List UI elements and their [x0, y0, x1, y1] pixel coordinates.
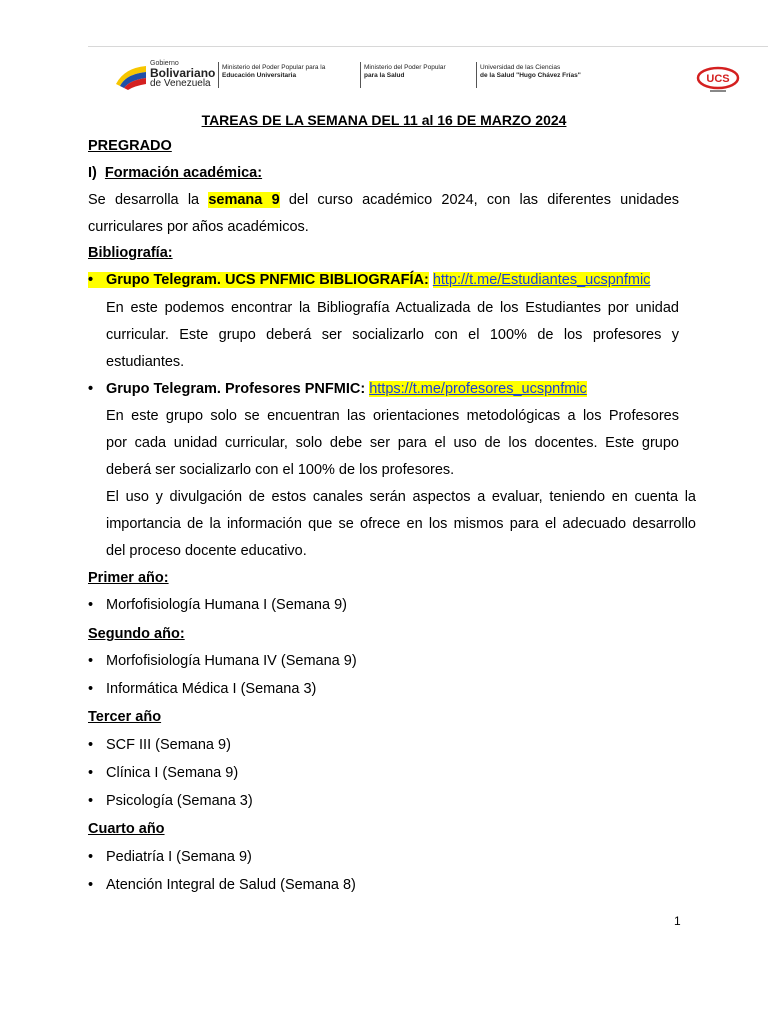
ucs-logo-icon [696, 66, 740, 94]
header-separator [218, 62, 219, 88]
list-item: • Informática Médica I (Semana 3) [88, 681, 317, 697]
paragraph-line: por cada unidad curricular, solo debe ser para el uso de los docentes. Este grupo [106, 435, 679, 451]
year-heading: Primer año: [88, 570, 169, 586]
list-item: • SCF III (Semana 9) [88, 737, 231, 753]
ministry-health-label: Ministerio del Poder Popular para la Salud [364, 64, 446, 80]
list-item: • Psicología (Semana 3) [88, 793, 253, 809]
document-title: TAREAS DE LA SEMANA DEL 11 al 16 DE MARZO 2024 [201, 112, 567, 128]
paragraph-line: estudiantes. [106, 354, 185, 370]
section-heading: I) Formación académica: [88, 165, 263, 181]
header-separator [476, 62, 477, 88]
svg-text:UCS: UCS [706, 73, 730, 85]
telegram-group-students: • Grupo Telegram. UCS PNFMIC BIBLIOGRAFÍA: http://t.me/Estudiantes_ucspnfmic [88, 272, 651, 288]
letterhead [108, 58, 748, 94]
week-highlight: semana 9 [208, 192, 280, 208]
list-item: • Morfofisiología Humana I (Semana 9) [88, 597, 347, 613]
list-item: • Clínica I (Semana 9) [88, 765, 239, 781]
paragraph-line: del proceso docente educativo. [106, 543, 307, 559]
page-number: 1 [674, 914, 681, 928]
header-rule [88, 46, 768, 47]
list-item: • Atención Integral de Salud (Semana 8) [88, 877, 356, 893]
venezuela-flag-icon [114, 64, 148, 90]
year-heading: Cuarto año [88, 821, 165, 837]
paragraph-line: curricular. Este grupo deberá ser socializarlo con el 100% de los profesores y [106, 327, 679, 343]
telegram-teachers-link[interactable]: https://t.me/profesores_ucspnfmic [369, 381, 587, 397]
list-item: • Morfofisiología Humana IV (Semana 9) [88, 653, 357, 669]
paragraph-line: importancia de la información que se ofrece en los mismos para el adecuado desarrollo [106, 516, 696, 532]
paragraph-line: Se desarrolla la semana 9 del curso académico 2024, con las diferentes unidades [88, 192, 680, 208]
header-separator [360, 62, 361, 88]
bullet-icon: • [88, 272, 106, 288]
paragraph-line: El uso y divulgación de estos canales serán aspectos a evaluar, teniendo en cuenta la [106, 489, 696, 505]
university-label: Universidad de las Ciencias de la Salud "Hugo Chávez Frías" [480, 64, 581, 80]
telegram-group-teachers: • Grupo Telegram. Profesores PNFMIC: https://t.me/profesores_ucspnfmic [88, 381, 587, 397]
telegram-students-link[interactable]: http://t.me/Estudiantes_ucspnfmic [432, 272, 651, 288]
paragraph-line: En este podemos encontrar la Bibliografía Actualizada de los Estudiantes por unidad [106, 300, 679, 316]
pregrado-heading: PREGRADO [88, 138, 172, 154]
year-heading: Tercer año [88, 709, 162, 725]
list-item: • Pediatría I (Semana 9) [88, 849, 252, 865]
year-heading: Segundo año: [88, 626, 185, 642]
paragraph-line: curriculares por años académicos. [88, 219, 309, 235]
ministry-education-label: Ministerio del Poder Popular para la Educación Universitaria [222, 64, 326, 80]
gobierno-bolivariano-logo: Gobierno Bolivariano de Venezuela [150, 60, 216, 89]
bibliography-heading: Bibliografía: [88, 245, 173, 261]
bullet-icon: • [88, 381, 94, 397]
paragraph-line: deberá ser socializarlo con el 100% de los profesores. [106, 462, 455, 478]
paragraph-line: En este grupo solo se encuentran las orientaciones metodológicas a los Profesores [106, 408, 679, 424]
